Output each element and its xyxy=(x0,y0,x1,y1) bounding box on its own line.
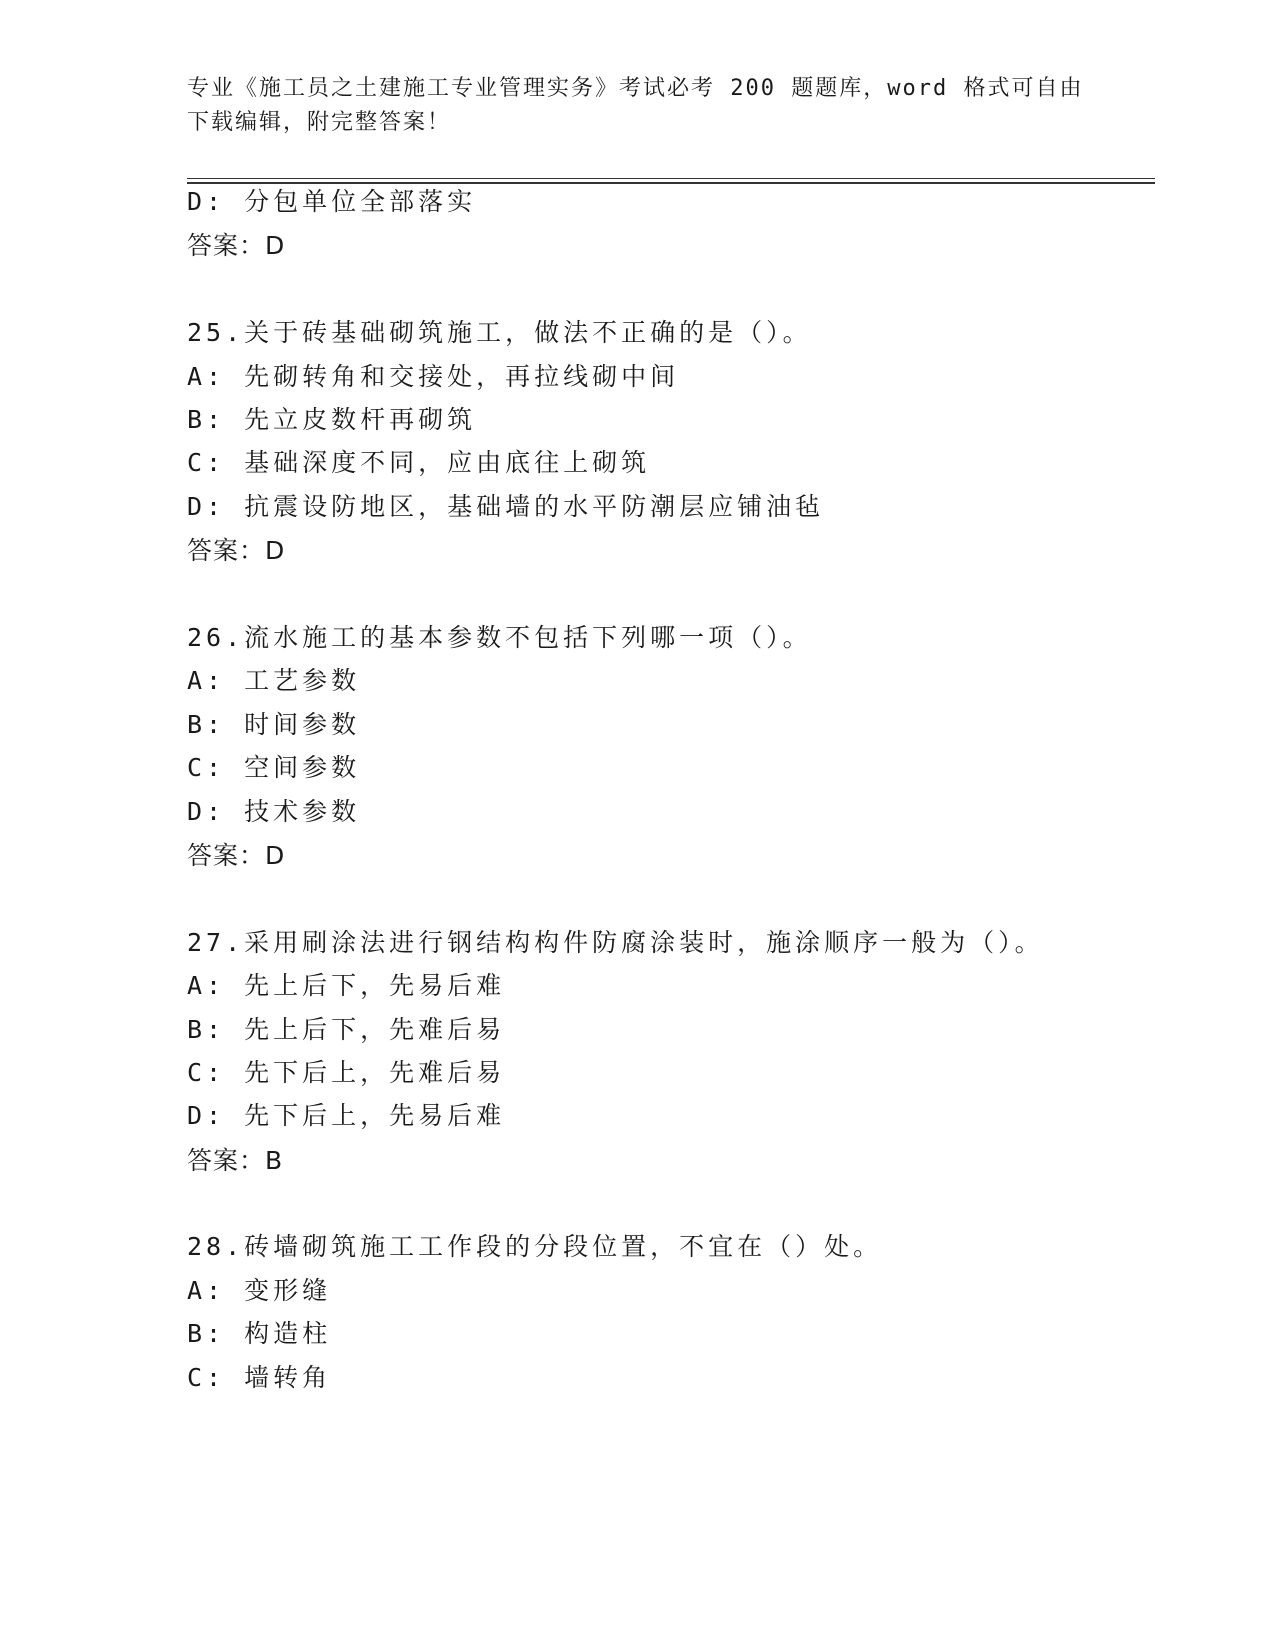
q26-option-b: B: 时间参数 xyxy=(187,710,361,739)
q25-answer: 答案：D xyxy=(187,536,286,565)
q28-option-c: C: 墙转角 xyxy=(187,1363,332,1392)
q26-question: 26.流水施工的基本参数不包括下列哪一项（）。 xyxy=(187,623,812,652)
header-divider-thin xyxy=(187,178,1155,179)
q26-option-c: C: 空间参数 xyxy=(187,753,361,782)
q25-option-b: B: 先立皮数杆再砌筑 xyxy=(187,405,477,434)
header-line-2: 下载编辑，附完整答案！ xyxy=(187,110,452,135)
q25-option-c: C: 基础深度不同，应由底往上砌筑 xyxy=(187,448,651,477)
prev-answer: 答案：D xyxy=(187,231,286,260)
header-divider-thick xyxy=(187,182,1155,184)
q27-option-c: C: 先下后上，先难后易 xyxy=(187,1058,506,1087)
q25-option-d: D: 抗震设防地区，基础墙的水平防潮层应铺油毡 xyxy=(187,492,825,521)
q28-option-b: B: 构造柱 xyxy=(187,1319,332,1348)
header-line-1: 专业《施工员之土建施工专业管理实务》考试必考 200 题题库，word 格式可自由 xyxy=(187,76,1084,101)
q25-question: 25.关于砖基础砌筑施工，做法不正确的是（）。 xyxy=(187,318,812,347)
q28-option-a: A: 变形缝 xyxy=(187,1276,332,1305)
q25-option-a: A: 先砌转角和交接处，再拉线砌中间 xyxy=(187,362,680,391)
q26-answer: 答案：D xyxy=(187,841,286,870)
q27-option-d: D: 先下后上，先易后难 xyxy=(187,1101,506,1130)
q27-question: 27.采用刷涂法进行钢结构构件防腐涂装时，施涂顺序一般为（）。 xyxy=(187,928,1044,957)
q26-option-d: D: 技术参数 xyxy=(187,797,361,826)
q27-option-b: B: 先上后下，先难后易 xyxy=(187,1015,506,1044)
q26-option-a: A: 工艺参数 xyxy=(187,666,361,695)
document-header xyxy=(187,72,1087,140)
q28-question: 28.砖墙砌筑施工工作段的分段位置，不宜在（）处。 xyxy=(187,1232,883,1261)
q27-option-a: A: 先上后下，先易后难 xyxy=(187,971,506,1000)
q27-answer: 答案：B xyxy=(187,1146,284,1175)
prev-option-d: D: 分包单位全部落实 xyxy=(187,187,477,216)
